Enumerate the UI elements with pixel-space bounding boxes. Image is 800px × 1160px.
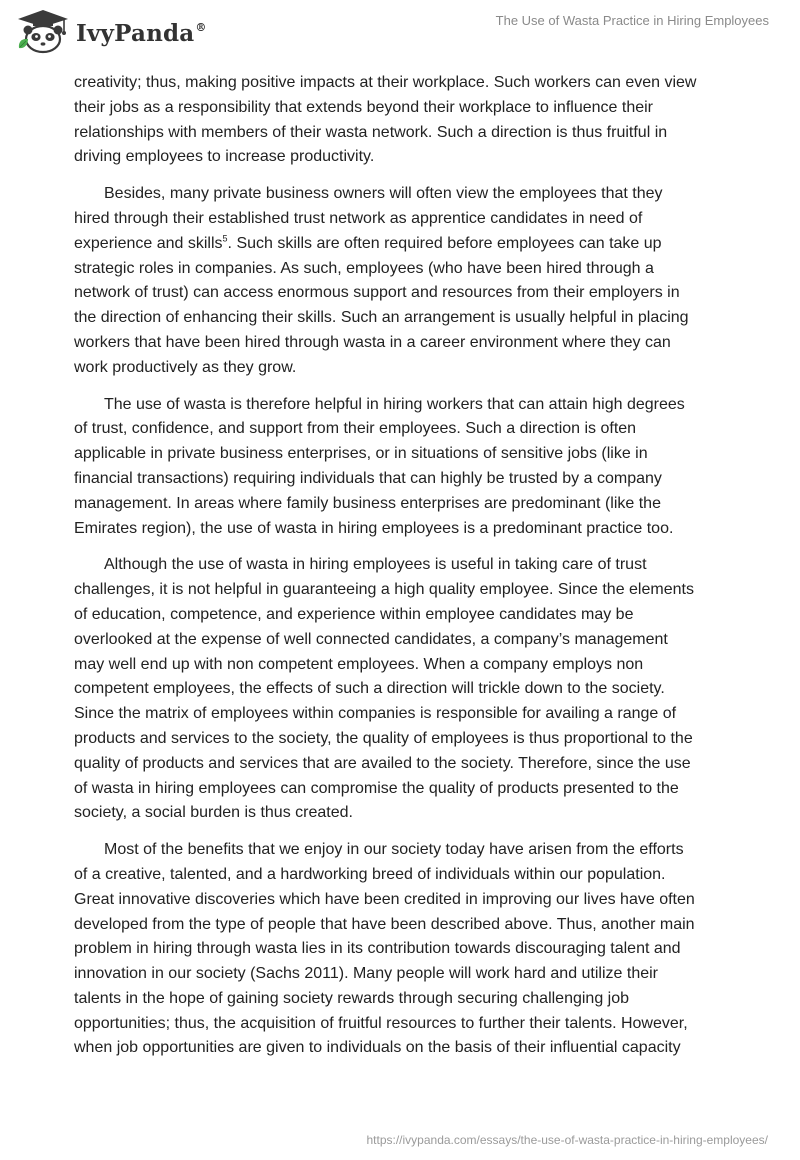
document-title: The Use of Wasta Practice in Hiring Employees xyxy=(495,13,769,28)
paragraph-1 xyxy=(74,71,728,170)
text-line: The use of wasta is therefore helpful in hiring workers that can attain high degrees xyxy=(104,395,685,413)
text-line: strategic roles in companies. As such, employees (who have been hired through a xyxy=(74,259,654,277)
text-line: innovation in our society (Sachs 2011). Many people will work hard and utilize their xyxy=(74,965,659,983)
paragraph-5 xyxy=(74,838,728,1061)
text-line: society, a social burden is thus created. xyxy=(74,804,353,822)
text-line: competent employees, the effects of such a direction will trickle down to the society. xyxy=(74,680,665,698)
text-line: Most of the benefits that we enjoy in our society today have arisen from the efforts xyxy=(104,841,684,859)
text-line: network of trust) can access enormous support and resources from their employers in xyxy=(74,284,680,302)
text-line: hired through their established trust network as apprentice candidates in need of xyxy=(74,209,643,227)
text-line: Emirates region), the use of wasta in hiring employees is a predominant practice too. xyxy=(74,519,674,537)
text-line: when job opportunities are given to individuals on the basis of their influential capacity xyxy=(74,1039,681,1057)
text-line: Besides, many private business owners will often view the employees that they xyxy=(104,185,663,203)
panda-graduate-icon xyxy=(14,8,72,54)
text-line: Great innovative discoveries which have been credited in improving our lives have often xyxy=(74,890,695,908)
text-line: Although the use of wasta in hiring employees is useful in taking care of trust xyxy=(104,556,647,574)
text-line: workers that have been hired through wasta in a career environment where they can xyxy=(74,333,671,351)
text-line: developed from the type of people that have been described above. Thus, another main xyxy=(74,915,695,933)
page-header xyxy=(0,0,800,64)
text-fragment: experience and skills xyxy=(74,234,223,252)
essay-body xyxy=(74,71,728,1061)
text-line: quality of products and services that are availed to the society. Therefore, since the use xyxy=(74,754,691,772)
text-line: opportunities; thus, the acquisition of fruitful resources to further their talents. However, xyxy=(74,1014,688,1032)
ivypanda-logo[interactable] xyxy=(14,8,254,58)
text-line: financial transactions) requiring individuals that can highly be trusted by a company xyxy=(74,469,662,487)
text-line: the direction of enhancing their skills. Such an arrangement is usually helpful in placing xyxy=(74,309,689,327)
paragraph-2 xyxy=(74,182,728,380)
brand-name: IvyPanda® xyxy=(76,20,207,47)
text-line: of wasta in hiring employees can compromise the quality of products presented to the xyxy=(74,779,679,797)
paragraph-3 xyxy=(74,393,728,542)
text-line: applicable in private business enterprises, or in situations of sensitive jobs (like in xyxy=(74,445,648,463)
text-line: products and services to the society, the quality of employees is thus proportional to the xyxy=(74,729,693,747)
text-line: challenges, it is not helpful in guaranteeing a high quality employee. Since the elements xyxy=(74,581,694,599)
text-line: of education, competence, and experience within employee candidates may be xyxy=(74,605,634,623)
text-line: of a creative, talented, and a hardworking breed of individuals within our population. xyxy=(74,865,666,883)
text-line: relationships with members of their wasta network. Such a direction is thus fruitful in xyxy=(74,123,668,141)
text-line: talents in the hope of gaining society rewards through securing challenging job xyxy=(74,989,630,1007)
footnote-ref[interactable]: 5 xyxy=(222,233,228,244)
text-line: of trust, confidence, and support from their employees. Such a direction is often xyxy=(74,420,637,438)
text-line: problem in hiring through wasta lies in its contribution towards discouraging talent and xyxy=(74,940,681,958)
text-fragment: . Such skills are often required before employees can take up xyxy=(227,234,662,252)
text-line: driving employees to increase productivity. xyxy=(74,148,375,166)
text-line xyxy=(74,232,728,257)
text-line: overlooked at the expense of well connected candidates, a company’s management xyxy=(74,630,668,648)
text-line: may well end up with non competent employees. When a company employs non xyxy=(74,655,644,673)
text-line: Since the matrix of employees within companies is responsible for availing a range of xyxy=(74,705,677,723)
paragraph-4 xyxy=(74,553,728,826)
source-url[interactable]: https://ivypanda.com/essays/the-use-of-wasta-practice-in-hiring-employees/ xyxy=(366,1133,768,1147)
text-line: work productively as they grow. xyxy=(74,358,297,376)
text-line: their jobs as a responsibility that extends beyond their workplace to influence their xyxy=(74,98,653,116)
text-line: creativity; thus, making positive impacts at their workplace. Such workers can even view xyxy=(74,74,697,91)
text-line: management. In areas where family business enterprises are predominant (like the xyxy=(74,494,661,512)
